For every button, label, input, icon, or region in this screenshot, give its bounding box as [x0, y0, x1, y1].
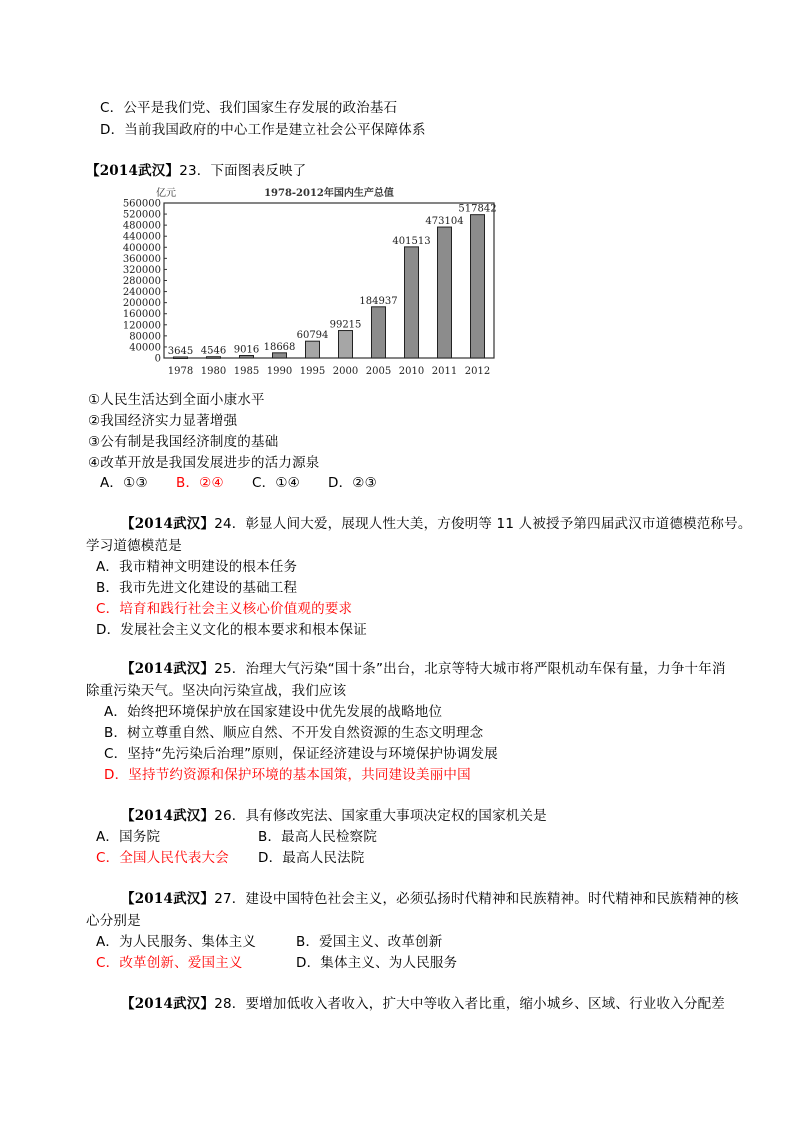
source-tag: 【2014武汉】 — [121, 808, 215, 824]
question-number: 24． — [214, 516, 246, 532]
question-number: 26． — [214, 808, 246, 824]
y-tick-label: 320000 — [122, 264, 161, 276]
option-d: D．集体主义、为人民服务 — [296, 955, 458, 971]
question-24-stem-line1 — [121, 515, 752, 533]
chart-canvas — [100, 183, 500, 378]
question-number: 25． — [214, 661, 246, 677]
bar — [174, 357, 188, 359]
option-d: D．发展社会主义文化的根本要求和根本保证 — [96, 622, 367, 638]
statement-2: ②我国经济实力显著增强 — [88, 413, 238, 429]
question-text: 要增加低收入者收入，扩大中等收入者比重，缩小城乡、区域、行业收入分配差 — [245, 996, 725, 1012]
question-number: 27． — [214, 891, 246, 907]
option-d-answer: D．坚持节约资源和保护环境的基本国策，共同建设美丽中国 — [104, 767, 471, 783]
y-tick-label: 560000 — [122, 198, 161, 210]
bar — [339, 331, 353, 358]
y-tick-label: 0 — [154, 353, 161, 365]
question-number: 23． — [179, 163, 211, 179]
y-tick-label: 400000 — [122, 242, 161, 254]
y-tick-label: 80000 — [129, 331, 161, 343]
question-text: 具有修改宪法、国家重大事项决定权的国家机关是 — [245, 808, 547, 824]
chart-title: 1978-2012年国内生产总值 — [264, 188, 394, 199]
x-tick-label: 2010 — [398, 366, 425, 377]
statement-4: ④改革开放是我国发展进步的活力源泉 — [88, 455, 320, 471]
question-26-stem — [121, 807, 547, 825]
y-tick-label: 440000 — [122, 231, 161, 243]
option-b-answer: B．②④ — [176, 475, 224, 491]
y-tick-label: 160000 — [122, 309, 161, 321]
y-tick-label: 520000 — [122, 209, 161, 221]
source-tag: 【2014武汉】 — [86, 163, 180, 179]
question-25-stem-line1 — [121, 660, 726, 678]
bar-value-label: 517842 — [458, 203, 497, 215]
bar-value-label: 99215 — [329, 319, 362, 331]
option-b: B．树立尊重自然、顺应自然、不开发自然资源的生态文明理念 — [104, 725, 484, 741]
option-c: C．坚持“先污染后治理”原则，保证经济建设与环境保护协调发展 — [104, 746, 498, 762]
option-c: C．①④ — [252, 475, 300, 491]
bar — [471, 215, 485, 358]
statement-3: ③公有制是我国经济制度的基础 — [88, 434, 279, 450]
option-c-answer: C．全国人民代表大会 — [96, 850, 229, 866]
option-b: B．最高人民检察院 — [258, 829, 378, 845]
question-27-stem-line1 — [121, 890, 739, 908]
x-tick-label: 1985 — [233, 366, 260, 377]
option-text: 当前我国政府的中心工作是建立社会公平保障体系 — [124, 122, 426, 138]
option-b: B．爱国主义、改革创新 — [296, 934, 443, 950]
option-a: A．国务院 — [96, 829, 161, 845]
option-text: 公平是我们党、我们国家生存发展的政治基石 — [123, 100, 398, 116]
bar — [372, 307, 386, 358]
bar — [438, 227, 452, 358]
question-27-options-row1 — [96, 933, 442, 951]
bar — [405, 247, 419, 358]
option-letter: C． — [100, 100, 124, 116]
y-tick-label: 360000 — [122, 253, 161, 265]
option-a: A．始终把环境保护放在国家建设中优先发展的战略地位 — [104, 704, 443, 720]
bar-value-label: 60794 — [296, 330, 329, 342]
option-d: D．②③ — [328, 475, 377, 491]
source-tag: 【2014武汉】 — [121, 996, 215, 1012]
y-tick-label: 280000 — [122, 276, 161, 287]
question-number: 28． — [214, 996, 246, 1012]
option-b: B．我市先进文化建设的基础工程 — [96, 580, 298, 596]
question-27-stem-line2: 心分别是 — [86, 913, 141, 929]
option-a: A．①③ — [100, 475, 148, 491]
question-text: 治理大气污染“国十条”出台，北京等特大城市将严限机动车保有量，力争十年消 — [245, 661, 726, 677]
gdp-bar-chart — [100, 183, 500, 378]
y-tick-label: 240000 — [122, 287, 161, 299]
statement-1: ①人民生活达到全面小康水平 — [88, 392, 265, 408]
x-tick-label: 1980 — [200, 366, 227, 377]
x-tick-label: 1978 — [167, 366, 194, 377]
option-a: A．我市精神文明建设的根本任务 — [96, 559, 298, 575]
x-tick-label: 2012 — [464, 366, 491, 377]
option-c-answer: C．改革创新、爱国主义 — [96, 955, 243, 971]
question-25-stem-line2: 除重污染天气。坚决向污染宣战，我们应该 — [86, 683, 347, 699]
bar — [273, 353, 287, 358]
x-tick-label: 1990 — [266, 366, 293, 377]
option-d — [100, 121, 426, 139]
question-24-stem-line2: 学习道德模范是 — [86, 538, 182, 554]
bar-value-label: 4546 — [200, 345, 227, 357]
option-a: A．为人民服务、集体主义 — [96, 934, 257, 950]
bar-value-label: 473104 — [425, 216, 464, 228]
question-text: 彰显人间大爱，展现人性大美，方俊明等 11 人被授予第四届武汉市道德模范称号。 — [245, 516, 752, 532]
bar-value-label: 9016 — [233, 344, 260, 356]
x-tick-label: 1995 — [299, 366, 326, 377]
question-26-options-row2 — [96, 849, 365, 867]
bar-value-label: 184937 — [359, 295, 398, 307]
source-tag: 【2014武汉】 — [121, 661, 215, 677]
bar — [306, 341, 320, 358]
question-27-options-row2 — [96, 954, 457, 972]
question-23-stem — [86, 162, 306, 180]
x-tick-label: 2005 — [365, 366, 392, 377]
bar-value-label: 401513 — [392, 235, 431, 247]
option-c — [100, 99, 397, 117]
question-23-options — [100, 474, 377, 492]
question-text: 下面图表反映了 — [210, 163, 307, 179]
y-tick-label: 120000 — [122, 320, 161, 332]
option-letter: D． — [100, 122, 125, 138]
bar — [240, 356, 254, 358]
question-text: 建设中国特色社会主义，必须弘扬时代精神和民族精神。时代精神和民族精神的核 — [245, 891, 739, 907]
x-tick-label: 2000 — [332, 366, 359, 377]
bar — [207, 357, 221, 359]
y-axis-unit: 亿元 — [156, 188, 176, 199]
bar-value-label: 18668 — [263, 341, 296, 353]
option-d: D．最高人民法院 — [258, 850, 365, 866]
question-28-stem-line1 — [121, 995, 725, 1013]
source-tag: 【2014武汉】 — [121, 891, 215, 907]
question-26-options-row1 — [96, 828, 377, 846]
y-tick-label: 200000 — [122, 298, 161, 310]
source-tag: 【2014武汉】 — [121, 516, 215, 532]
x-tick-label: 2011 — [431, 366, 458, 377]
option-c-answer: C．培育和践行社会主义核心价值观的要求 — [96, 601, 353, 617]
bar-value-label: 3645 — [167, 345, 194, 357]
y-tick-label: 40000 — [129, 342, 161, 354]
y-tick-label: 480000 — [122, 220, 161, 232]
